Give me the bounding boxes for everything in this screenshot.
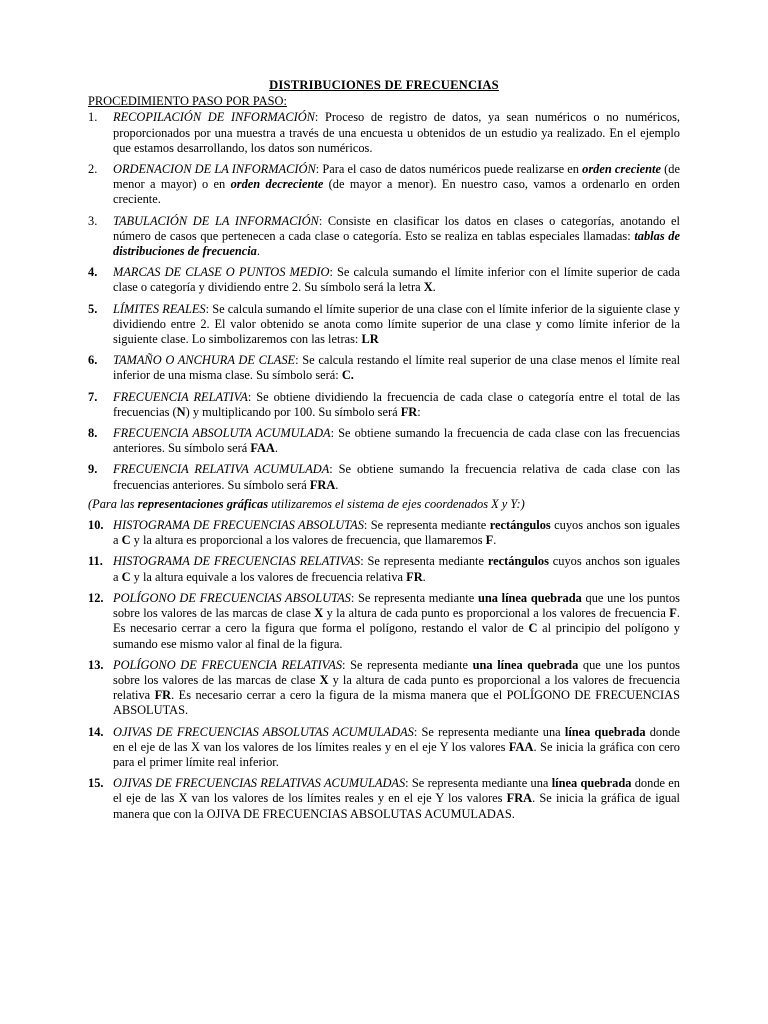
item-text: : Se calcula sumando el límite inferior con el límite superior de cada clase o categoría y dividiendo entre 2. Su símbolo será la letra [113,265,680,295]
item-text: y la altura de cada punto es proporcional a los valores de frecuencia [323,606,670,621]
item-text: : Consiste en clasificar los datos en clases o categorías, anotando el número de casos que pertenecen a cada clase o categoría. Esto se realiza en tablas especiales llamadas: [113,213,680,243]
item-body [113,554,680,584]
item-text: : Se representa mediante [342,657,473,672]
item-text: donde en el eje de las X van los valores de los límites reales y en el eje Y los valores [113,724,680,754]
item-term: POLÍGONO DE FRECUENCIAS ABSOLUTAS [113,590,351,605]
item-symbol: FR [406,569,423,584]
item-symbol: LR [361,332,379,347]
item-symbol: X [319,672,329,687]
item-term: TAMAÑO O ANCHURA DE CLASE [113,353,296,368]
list-item-3 [88,214,680,260]
list-item-5 [88,302,680,348]
item-text: y la altura equivale a los valores de frecuencia relativa [130,569,407,584]
list-item-11 [88,554,680,584]
item-symbol: FAA [508,739,534,754]
item-text: : Se representa mediante una [413,724,565,739]
item-text: ) y multiplicando por 100. Su símbolo será [185,404,401,419]
item-symbol: rectángulos [487,554,549,569]
item-text: que une los puntos sobre los valores de las marcas de clase [113,657,680,687]
item-text: . Es necesario cerrar a cero la figura que forma el polígono, restando el valor de [113,606,680,636]
item-body [113,110,680,156]
item-symbol: FRA [506,791,533,806]
item-term: MARCAS DE CLASE O PUNTOS MEDIO [113,265,330,280]
item-number: 15. [88,776,104,791]
item-text: : Para el caso de datos numéricos puede realizarse en [315,162,583,177]
item-body [113,426,680,456]
item-term: ORDENACION DE LA INFORMACIÓN [113,162,316,177]
item-text: donde en el eje de las X van los valores de los límites reales y en el eje Y los valores [113,776,681,806]
item-text: : Se representa mediante una [405,776,552,791]
list-item-2 [88,162,680,208]
item-symbol: C [121,533,131,548]
graphics-note [88,497,680,512]
item-body [113,214,680,260]
note-text: utilizaremos el sistema de ejes coordenados X y Y:) [268,496,525,511]
item-text: : Se representa mediante [363,518,490,533]
item-text: . [256,244,260,259]
item-text: : Se representa mediante [350,590,478,605]
item-term: LÍMITES REALES [113,301,206,316]
item-body [113,518,680,548]
item-text: . Se inicia la gráfica con cero para el primer límite real inferior. [113,739,680,769]
item-text: y la altura de cada punto es proporcional a los valores de frecuencia relativa [113,672,680,703]
item-symbol: C [528,621,538,636]
item-text: cuyos anchos son iguales a [113,518,681,548]
item-number: 8. [88,426,98,441]
procedure-subtitle: PROCEDIMIENTO PASO POR PASO: [88,94,287,109]
list-item-8 [88,426,680,456]
item-number: 9. [88,462,98,477]
item-symbol: X [423,280,433,295]
list-item-14 [88,725,680,771]
item-text: : Se calcula sumando el límite superior de una clase con el límite inferior de la siguiente clase y dividiendo entre 2. El valor obtenido se anota como límite superior de una clase y como límite inferior de la siguiente clase. Lo simbolizaremos con las letras: [113,301,680,347]
item-text: (de mayor a menor). En nuestro caso, vamos a ordenarlo en orden creciente. [113,177,680,207]
item-body [113,658,680,719]
list-item-6 [88,353,680,383]
item-term: OJIVAS DE FRECUENCIAS ABSOLUTAS ACUMULADAS [113,724,414,739]
item-text: cuyos anchos son iguales a [113,554,681,584]
item-text: y la altura es proporcional a los valores de frecuencia, que llamaremos [130,533,486,548]
item-term: RECOPILACIÓN DE INFORMACIÓN [113,110,315,125]
item-text: . [274,441,278,456]
item-text: . Es necesario cerrar a cero la figura de la misma manera que el POLÍGONO DE FRECUENCIAS ABSOLUTAS. [113,688,680,718]
item-emphasis: orden decreciente [230,177,324,192]
item-term: POLÍGONO DE FRECUENCIA RELATIVAS [113,657,343,672]
item-number: 1. [88,110,98,125]
note-text: (Para las [88,496,138,511]
item-number: 10. [88,518,104,533]
list-item-13 [88,658,680,719]
item-symbol: C [121,569,131,584]
item-body [113,265,680,295]
list-item-1 [88,110,680,156]
item-body [113,353,680,383]
item-body [113,162,680,208]
list-item-12 [88,591,680,652]
item-term: TABULACIÓN DE LA INFORMACIÓN [113,213,319,228]
item-text: . [493,533,497,548]
item-text: : Se representa mediante [360,554,488,569]
item-symbol: N [176,404,186,419]
item-term: FRECUENCIA ABSOLUTA ACUMULADA [113,426,331,441]
item-number: 11. [88,554,103,569]
item-number: 4. [88,265,98,280]
item-text: . [335,477,339,492]
item-number: 13. [88,657,104,672]
list-item-15 [88,776,680,822]
item-symbol: línea quebrada [551,776,632,791]
item-symbol: C. [341,368,354,383]
item-symbol: F [485,533,494,548]
item-text: . Se inicia la gráfica de igual manera que con la OJIVA DE FRECUENCIAS ABSOLUTAS ACUMULADAS. [113,791,680,821]
item-text: al principio del polígono y sumando ese mismo valor al final de la figura. [113,621,680,651]
document-title: DISTRIBUCIONES DE FRECUENCIAS [269,78,499,92]
item-symbol: línea quebrada [564,724,646,739]
list-item-7 [88,390,680,420]
item-text: : Se obtiene sumando la frecuencia de cada clase con las frecuencias anteriores. Su símbolo será [113,426,681,456]
note-emphasis: representaciones gráficas [137,496,269,511]
item-number: 12. [88,590,104,605]
item-symbol: FRA [309,477,336,492]
item-text: : Se obtiene sumando la frecuencia relativa de cada clase con las frecuencias anteriores. Su símbolo será [113,462,680,492]
list-item-4 [88,265,680,295]
list-item-9 [88,462,680,492]
item-text: : Se calcula restando el límite real superior de una clase menos el límite real inferior de una misma clase. Su símbolo será: [113,353,681,383]
item-body [113,462,680,492]
item-symbol: rectángulos [489,518,551,533]
item-symbol: FR [154,688,172,703]
item-number: 14. [88,724,104,739]
item-body [113,302,680,348]
item-text: . [432,280,436,295]
item-term: HISTOGRAMA DE FRECUENCIAS ABSOLUTAS [113,518,364,533]
item-term: FRECUENCIA RELATIVA ACUMULADA [113,462,330,477]
item-number: 3. [88,213,98,228]
item-term: FRECUENCIA RELATIVA [113,389,248,404]
item-body [113,591,680,652]
item-emphasis: orden creciente [582,162,661,177]
item-text: (de menor a mayor) o en [113,162,680,192]
item-term: OJIVAS DE FRECUENCIAS RELATIVAS ACUMULADAS [113,776,406,791]
item-symbol: F [669,606,677,621]
item-body [113,390,680,420]
list-item-10 [88,518,680,548]
item-number: 2. [88,162,98,177]
item-text: que une los puntos sobre los valores de las marcas de clase [113,590,680,621]
item-term: HISTOGRAMA DE FRECUENCIAS RELATIVAS [113,554,361,569]
item-symbol: X [314,606,324,621]
item-text: : Proceso de registro de datos, ya sean numéricos o no numéricos, proporcionados por una muestra a través de una encuesta u obtenidos de un estudio ya realizado. En el ejemplo que estamos desarrollando, los datos son numéricos. [113,110,680,155]
item-symbol: FAA [250,441,275,456]
item-number: 7. [88,389,98,404]
item-text: : [417,404,421,419]
item-emphasis: tablas de distribuciones de frecuencia [113,228,680,259]
item-symbol: una línea quebrada [477,590,582,605]
item-number: 5. [88,301,98,316]
item-body [113,725,680,771]
item-symbol: FR [400,404,418,419]
item-number: 6. [88,353,98,368]
item-text: . [422,569,426,584]
item-symbol: una línea quebrada [472,657,579,672]
item-body [113,776,680,822]
item-text: : Se obtiene dividiendo la frecuencia de cada clase o categoría entre el total de las frecuencias ( [113,389,680,419]
